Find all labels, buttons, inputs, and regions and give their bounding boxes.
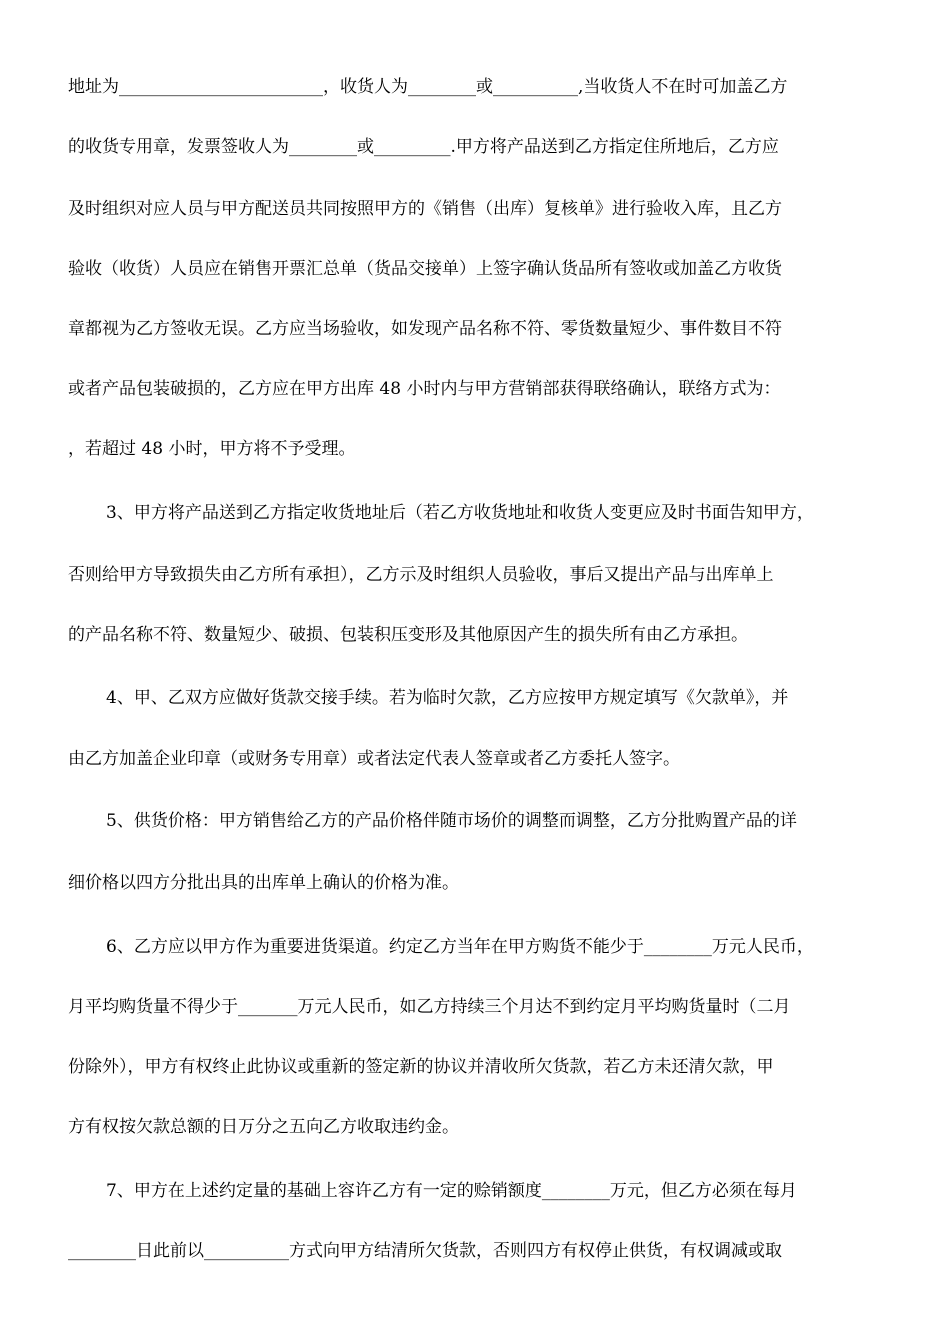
text-line: 6、乙方应以甲方作为重要进货渠道。约定乙方当年在甲方购货不能少于________万元人民币， xyxy=(106,937,814,957)
text-line: 地址为________________________，收货人为________或__________,当收货人不在时可加盖乙方 xyxy=(68,77,788,97)
text-line: 方有权按欠款总额的日万分之五向乙方收取违约金。 xyxy=(68,1117,459,1137)
text-line: 验收（收货）人员应在销售开票汇总单（货品交接单）上签字确认货品所有签收或加盖乙方收货 xyxy=(68,259,782,279)
text-line: 月平均购货量不得少于_______万元人民币，如乙方持续三个月达不到约定月平均购货量时（二月 xyxy=(68,997,791,1017)
text-line: 细价格以四方分批出具的出库单上确认的价格为准。 xyxy=(68,873,459,893)
text-line: 份除外），甲方有权终止此协议或重新的签定新的协议并清收所欠货款，若乙方未还清欠款，甲 xyxy=(68,1057,774,1077)
text-line: 章都视为乙方签收无误。乙方应当场验收，如发现产品名称不符、零货数量短少、事件数目不符 xyxy=(68,319,782,339)
text-line: 否则给甲方导致损失由乙方所有承担），乙方示及时组织人员验收，事后又提出产品与出库单上 xyxy=(68,565,774,585)
text-line: 由乙方加盖企业印章（或财务专用章）或者法定代表人签章或者乙方委托人签字。 xyxy=(68,749,680,769)
text-line: 的收货专用章，发票签收人为________或_________.甲方将产品送到乙方指定住所地后，乙方应 xyxy=(68,137,779,157)
text-line: ________日此前以__________方式向甲方结清所欠货款，否则四方有权停止供货，有权调减或取 xyxy=(68,1241,782,1261)
text-line: 或者产品包装破损的，乙方应在甲方出库 48 小时内与甲方营销部获得联络确认，联络方式为： xyxy=(68,379,781,399)
text-line: ，若超过 48 小时，甲方将不予受理。 xyxy=(68,439,356,459)
text-line: 5、供货价格：甲方销售给乙方的产品价格伴随市场价的调整而调整，乙方分批购置产品的详 xyxy=(106,811,797,831)
text-line: 3、甲方将产品送到乙方指定收货地址后（若乙方收货地址和收货人变更应及时书面告知甲方， xyxy=(106,503,814,523)
text-line: 及时组织对应人员与甲方配送员共同按照甲方的《销售（出库）复核单》进行验收入库，且乙方 xyxy=(68,199,782,219)
text-line: 4、甲、乙双方应做好货款交接手续。若为临时欠款，乙方应按甲方规定填写《欠款单》，并 xyxy=(106,688,789,708)
text-line: 的产品名称不符、数量短少、破损、包装积压变形及其他原因产生的损失所有由乙方承担。 xyxy=(68,625,748,645)
text-line: 7、甲方在上述约定量的基础上容许乙方有一定的赊销额度________万元，但乙方必须在每月 xyxy=(106,1181,797,1201)
